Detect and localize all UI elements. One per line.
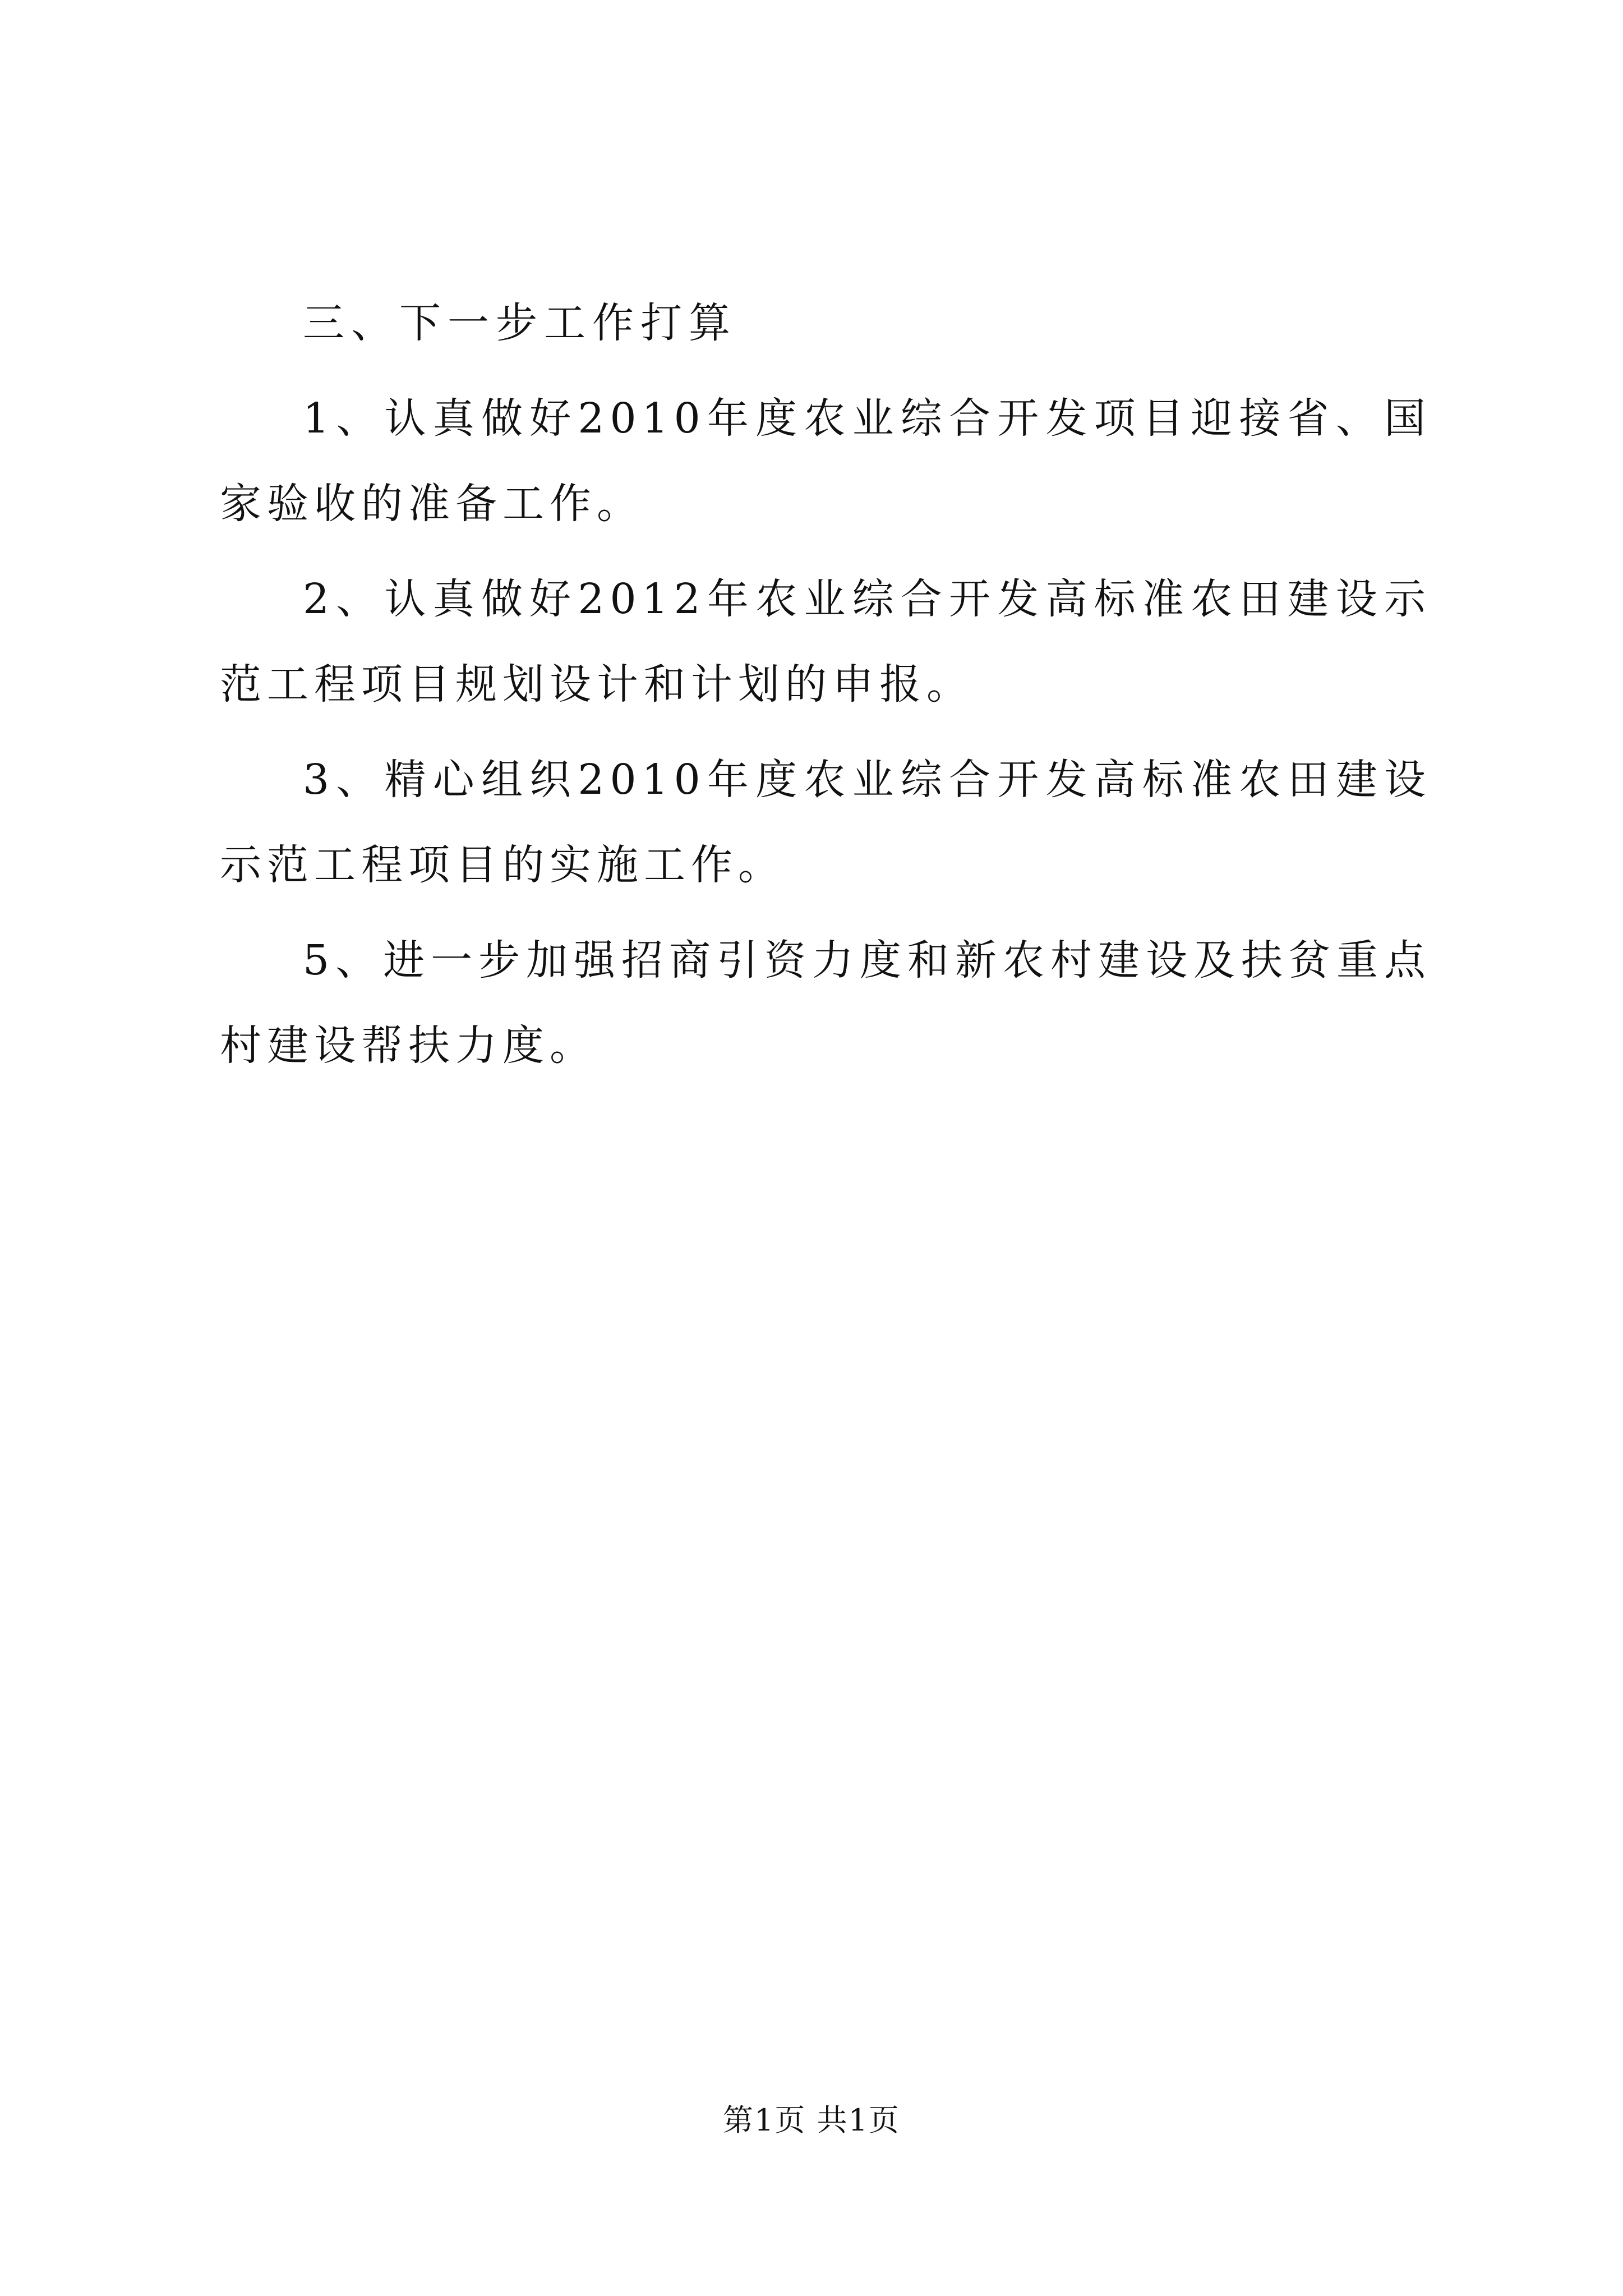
plan-item-3: 3、精心组织2010年度农业综合开发高标准农田建设示范工程项目的实施工作。 xyxy=(220,756,1431,889)
section-heading: 三、下一步工作打算 xyxy=(303,299,737,347)
plan-item-5: 5、进一步加强招商引资力度和新农村建设及扶贫重点村建设帮扶力度。 xyxy=(220,936,1431,1070)
plan-item-2: 2、认真做好2012年农业综合开发高标准农田建设示范工程项目规划设计和计划的申报。 xyxy=(220,575,1431,708)
page-footer: 第1页 共1页 xyxy=(723,2102,900,2138)
plan-item-1: 1、认真做好2010年度农业综合开发项目迎接省、国家验收的准备工作。 xyxy=(220,394,1431,528)
document-body xyxy=(220,280,1431,1098)
